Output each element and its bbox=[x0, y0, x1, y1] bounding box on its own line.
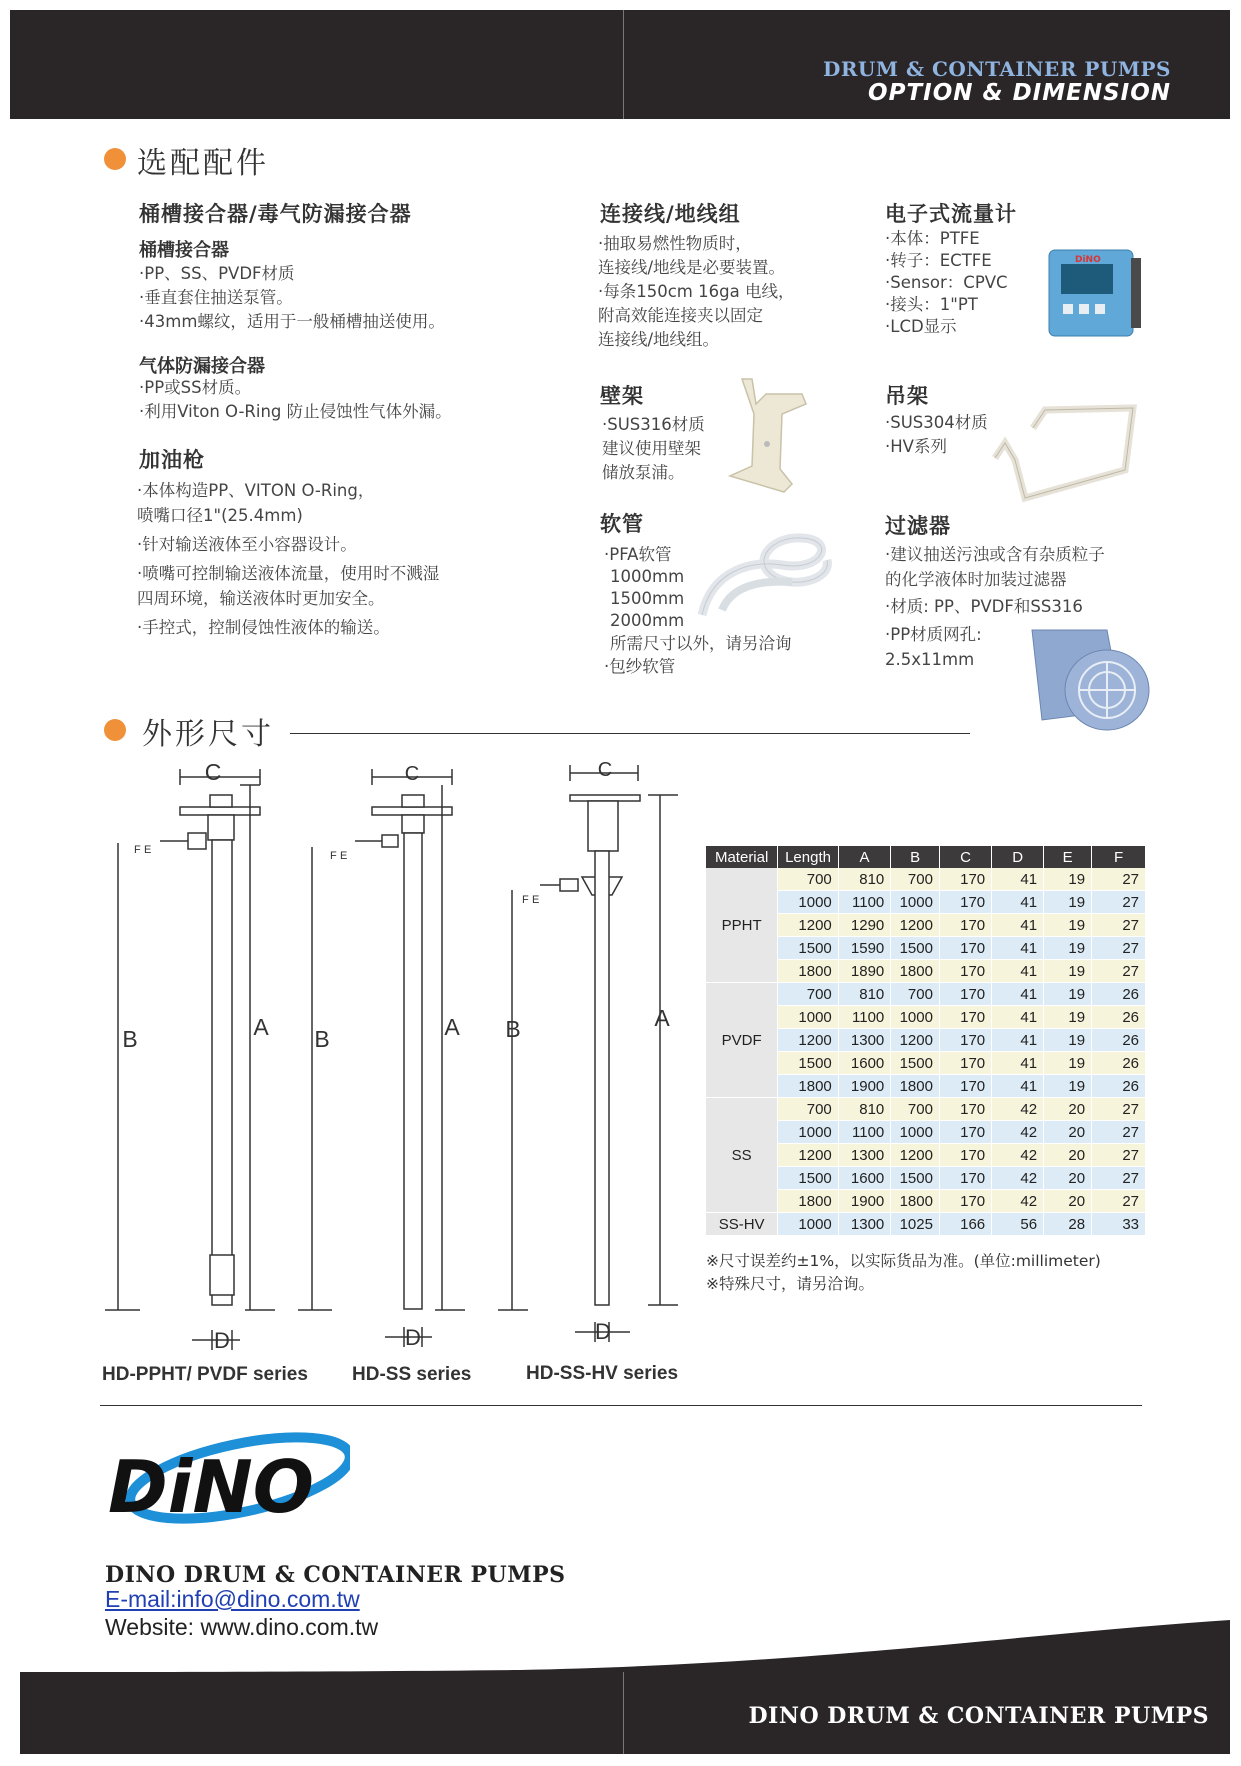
table-cell: 1000 bbox=[778, 1006, 838, 1029]
table-cell: 700 bbox=[891, 868, 940, 891]
series-label-pphtpvdf: HD-PPHT/ PVDF series bbox=[102, 1364, 308, 1385]
table-cell: 170 bbox=[939, 914, 991, 937]
table-cell: 19 bbox=[1044, 1052, 1092, 1075]
table-cell: 19 bbox=[1044, 914, 1092, 937]
hose-lines: ·PFA软管 1000mm 1500mm 2000mm 所需尺寸以外，请另洽询 ·包纱软管 bbox=[604, 545, 792, 676]
table-cell: 1200 bbox=[891, 914, 940, 937]
table-cell: 170 bbox=[939, 891, 991, 914]
table-cell: 1000 bbox=[778, 1121, 838, 1144]
material-cell: PVDF bbox=[706, 983, 778, 1098]
dino-logo bbox=[100, 1420, 350, 1540]
table-cell: 1500 bbox=[891, 1167, 940, 1190]
table-cell: 27 bbox=[1092, 1098, 1146, 1121]
table-cell: 27 bbox=[1092, 914, 1146, 937]
svg-text:C: C bbox=[597, 759, 613, 781]
table-cell: 1100 bbox=[838, 1006, 891, 1029]
table-cell: 19 bbox=[1044, 1029, 1092, 1052]
ground-heading: 连接线/地线组 bbox=[600, 202, 741, 226]
table-cell: 170 bbox=[939, 1006, 991, 1029]
flowmeter-image bbox=[1045, 244, 1145, 344]
th-e: E bbox=[1044, 846, 1092, 868]
table-cell: 27 bbox=[1092, 1144, 1146, 1167]
table-cell: 1200 bbox=[778, 1029, 838, 1052]
table-cell: 700 bbox=[778, 868, 838, 891]
svg-text:DiNO: DiNO bbox=[108, 1445, 314, 1529]
table-cell: 19 bbox=[1044, 891, 1092, 914]
table-cell: 1500 bbox=[891, 937, 940, 960]
table-cell: 26 bbox=[1092, 1006, 1146, 1029]
options-title: 选配配件 bbox=[137, 146, 269, 181]
adapter-heading: 桶槽接合器/毒气防漏接合器 bbox=[139, 202, 412, 226]
note-custom: ※特殊尺寸，请另洽询。 bbox=[706, 1275, 874, 1293]
table-row bbox=[706, 868, 1146, 891]
footer-curve bbox=[20, 1614, 1230, 1674]
wallbracket-lines: ·SUS316材质 建议使用壁架 储放泵浦。 bbox=[602, 415, 705, 482]
series-label-ss: HD-SS series bbox=[352, 1364, 472, 1385]
svg-text:B: B bbox=[314, 1026, 330, 1052]
pump-drawings bbox=[100, 755, 700, 1355]
table-cell: 33 bbox=[1092, 1213, 1146, 1236]
dimension-table bbox=[706, 846, 1146, 1236]
dimension-title: 外形尺寸 bbox=[142, 717, 274, 752]
table-row bbox=[706, 1098, 1146, 1121]
table-cell: 1100 bbox=[838, 1121, 891, 1144]
table-cell: 20 bbox=[1044, 1098, 1092, 1121]
table-header-row bbox=[706, 846, 1146, 868]
svg-text:D: D bbox=[405, 1325, 421, 1350]
table-cell: 26 bbox=[1092, 1029, 1146, 1052]
filter-lines: ·建议抽送污浊或含有杂质粒子 的化学液体时加装过滤器 ·材质: PP、PVDF和SS316 ·PP材质网孔: 2.5x11mm bbox=[885, 545, 1105, 669]
svg-text:A: A bbox=[253, 1014, 269, 1040]
table-cell: 20 bbox=[1044, 1167, 1092, 1190]
table-cell: 1500 bbox=[778, 1167, 838, 1190]
svg-text:F: F bbox=[522, 894, 529, 906]
svg-text:C: C bbox=[404, 763, 420, 785]
table-cell: 1000 bbox=[778, 891, 838, 914]
material-cell: SS bbox=[706, 1098, 778, 1213]
table-cell: 170 bbox=[939, 937, 991, 960]
table-cell: 27 bbox=[1092, 1167, 1146, 1190]
adapter-sub2: 气体防漏接合器 bbox=[139, 356, 265, 377]
header-subtitle: DRUM & CONTAINER PUMPS bbox=[822, 57, 1171, 81]
svg-text:D: D bbox=[595, 1319, 611, 1344]
th-b: B bbox=[891, 846, 940, 868]
table-cell: 1900 bbox=[838, 1075, 891, 1098]
table-cell: 41 bbox=[992, 960, 1044, 983]
header-divider bbox=[623, 10, 624, 119]
table-cell: 170 bbox=[939, 1075, 991, 1098]
note-tolerance: ※尺寸误差约±1%，以实际货品为准。(单位:millimeter) bbox=[706, 1252, 1101, 1270]
table-cell: 700 bbox=[891, 1098, 940, 1121]
th-d: D bbox=[992, 846, 1044, 868]
table-cell: 700 bbox=[778, 1098, 838, 1121]
website-text: Website: www.dino.com.tw bbox=[105, 1614, 379, 1640]
table-cell: 19 bbox=[1044, 960, 1092, 983]
th-a: A bbox=[838, 846, 891, 868]
pump-ss-drawing bbox=[298, 769, 465, 1347]
table-cell: 1800 bbox=[891, 1075, 940, 1098]
table-cell: 166 bbox=[939, 1213, 991, 1236]
table-cell: 1500 bbox=[778, 937, 838, 960]
table-cell: 42 bbox=[992, 1121, 1044, 1144]
adapter-sub1: 桶槽接合器 bbox=[139, 240, 229, 261]
table-cell: 20 bbox=[1044, 1144, 1092, 1167]
table-cell: 27 bbox=[1092, 937, 1146, 960]
adapter-sub1-lines: ·PP、SS、PVDF材质 ·垂直套住抽送泵管。 ·43mm螺纹，适用于一般桶槽抽送使用。 bbox=[139, 264, 445, 331]
table-cell: 700 bbox=[891, 983, 940, 1006]
table-cell: 170 bbox=[939, 1052, 991, 1075]
table-cell: 27 bbox=[1092, 1190, 1146, 1213]
table-cell: 1800 bbox=[891, 1190, 940, 1213]
filter-heading: 过滤器 bbox=[885, 514, 951, 538]
table-cell: 56 bbox=[992, 1213, 1044, 1236]
header-title: OPTION & DIMENSION bbox=[868, 80, 1171, 106]
section-bullet bbox=[104, 148, 126, 170]
table-cell: 810 bbox=[838, 1098, 891, 1121]
svg-text:A: A bbox=[444, 1014, 460, 1040]
table-cell: 28 bbox=[1044, 1213, 1092, 1236]
table-notes bbox=[706, 1250, 1101, 1296]
footer-divider bbox=[623, 1672, 624, 1754]
table-cell: 27 bbox=[1092, 960, 1146, 983]
table-cell: 20 bbox=[1044, 1121, 1092, 1144]
hanger-lines: ·SUS304材质 ·HV系列 bbox=[885, 413, 988, 456]
adapter-sub2-lines: ·PP或SS材质。 ·利用Viton O-Ring 防止侵蚀性气体外漏。 bbox=[139, 378, 452, 421]
table-cell: 42 bbox=[992, 1190, 1044, 1213]
nozzle-lines: ·本体构造PP、VITON O-Ring， 喷嘴口径1"(25.4mm) ·针对输送液体至小容器设计。 ·喷嘴可控制输送液体流量，使用时不溅湿 四周环境，输送液体时更加安全。 ·手控式，控制侵蚀性液体的输送。 bbox=[137, 481, 440, 637]
company-name: DINO DRUM & CONTAINER PUMPS bbox=[105, 1562, 566, 1588]
svg-text:D: D bbox=[214, 1328, 230, 1353]
table-cell: 170 bbox=[939, 1098, 991, 1121]
table-cell: 42 bbox=[992, 1144, 1044, 1167]
svg-text:C: C bbox=[204, 759, 222, 785]
table-cell: 170 bbox=[939, 868, 991, 891]
table-cell: 170 bbox=[939, 1029, 991, 1052]
table-cell: 1000 bbox=[778, 1213, 838, 1236]
table-cell: 41 bbox=[992, 914, 1044, 937]
table-body bbox=[706, 868, 1146, 1236]
table-cell: 1000 bbox=[891, 1006, 940, 1029]
table-row bbox=[706, 1213, 1146, 1236]
table-cell: 1200 bbox=[778, 914, 838, 937]
table-cell: 1890 bbox=[838, 960, 891, 983]
flowmeter-lines: ·本体：PTFE ·转子：ECTFE ·Sensor：CPVC ·接头：1"PT ·LCD显示 bbox=[885, 229, 1008, 336]
table-cell: 1500 bbox=[891, 1052, 940, 1075]
table-cell: 27 bbox=[1092, 1121, 1146, 1144]
svg-text:E: E bbox=[144, 844, 152, 856]
ground-lines: ·抽取易燃性物质时， 连接线/地线是必要装置。 ·每条150cm 16ga 电线， 附高效能连接夹以固定 连接线/地线组。 bbox=[598, 234, 795, 349]
wallbracket-heading: 壁架 bbox=[600, 384, 644, 408]
table-cell: 170 bbox=[939, 1144, 991, 1167]
material-cell: PPHT bbox=[706, 868, 778, 983]
wall-bracket-image bbox=[722, 374, 812, 499]
table-cell: 170 bbox=[939, 1190, 991, 1213]
table-cell: 810 bbox=[838, 868, 891, 891]
table-cell: 1200 bbox=[778, 1144, 838, 1167]
filter-image bbox=[1012, 620, 1162, 750]
table-cell: 170 bbox=[939, 960, 991, 983]
table-cell: 26 bbox=[1092, 1052, 1146, 1075]
table-cell: 170 bbox=[939, 1121, 991, 1144]
svg-text:DiNO: DiNO bbox=[1075, 255, 1101, 265]
dimension-title-rule bbox=[290, 733, 970, 734]
svg-text:B: B bbox=[505, 1016, 521, 1042]
email-link[interactable]: E-mail:info@dino.com.tw bbox=[105, 1586, 360, 1612]
series-label-sshv: HD-SS-HV series bbox=[526, 1363, 679, 1384]
bottom-rule bbox=[100, 1405, 1142, 1406]
table-cell: 26 bbox=[1092, 983, 1146, 1006]
table-cell: 42 bbox=[992, 1098, 1044, 1121]
table-cell: 1800 bbox=[778, 1190, 838, 1213]
table-cell: 1300 bbox=[838, 1029, 891, 1052]
hose-heading: 软管 bbox=[600, 512, 644, 536]
table-cell: 1300 bbox=[838, 1213, 891, 1236]
table-cell: 1290 bbox=[838, 914, 891, 937]
svg-text:F: F bbox=[330, 850, 337, 862]
table-cell: 42 bbox=[992, 1167, 1044, 1190]
svg-text:B: B bbox=[122, 1026, 138, 1052]
table-cell: 1000 bbox=[891, 1121, 940, 1144]
table-cell: 170 bbox=[939, 1167, 991, 1190]
table-cell: 26 bbox=[1092, 1075, 1146, 1098]
table-cell: 41 bbox=[992, 1075, 1044, 1098]
table-cell: 170 bbox=[939, 983, 991, 1006]
table-cell: 1300 bbox=[838, 1144, 891, 1167]
table-cell: 41 bbox=[992, 937, 1044, 960]
table-cell: 19 bbox=[1044, 1006, 1092, 1029]
table-cell: 1800 bbox=[778, 1075, 838, 1098]
section-bullet bbox=[104, 719, 126, 741]
table-cell: 1500 bbox=[778, 1052, 838, 1075]
table-cell: 19 bbox=[1044, 937, 1092, 960]
hanger-image bbox=[985, 398, 1145, 508]
table-cell: 41 bbox=[992, 983, 1044, 1006]
svg-text:F: F bbox=[134, 844, 141, 856]
pump-sshv-drawing bbox=[498, 765, 678, 1342]
hose-image bbox=[692, 530, 842, 625]
svg-text:A: A bbox=[654, 1005, 670, 1031]
table-cell: 1100 bbox=[838, 891, 891, 914]
table-cell: 41 bbox=[992, 868, 1044, 891]
table-cell: 1600 bbox=[838, 1052, 891, 1075]
th-f: F bbox=[1092, 846, 1146, 868]
svg-text:E: E bbox=[532, 894, 540, 906]
pump-ss-labels bbox=[314, 763, 460, 1350]
table-cell: 27 bbox=[1092, 868, 1146, 891]
table-cell: 41 bbox=[992, 1052, 1044, 1075]
table-cell: 1200 bbox=[891, 1144, 940, 1167]
material-cell: SS-HV bbox=[706, 1213, 778, 1236]
table-cell: 810 bbox=[838, 983, 891, 1006]
svg-text:E: E bbox=[340, 850, 348, 862]
nozzle-heading: 加油枪 bbox=[139, 448, 205, 472]
hanger-heading: 吊架 bbox=[885, 384, 929, 408]
table-cell: 19 bbox=[1044, 1075, 1092, 1098]
table-cell: 19 bbox=[1044, 983, 1092, 1006]
table-cell: 1800 bbox=[778, 960, 838, 983]
table-cell: 1200 bbox=[891, 1029, 940, 1052]
th-c: C bbox=[939, 846, 991, 868]
table-cell: 20 bbox=[1044, 1190, 1092, 1213]
th-length: Length bbox=[778, 846, 838, 868]
table-cell: 27 bbox=[1092, 891, 1146, 914]
flowmeter-heading: 电子式流量计 bbox=[885, 202, 1017, 226]
table-row bbox=[706, 983, 1146, 1006]
th-material: Material bbox=[706, 846, 778, 868]
footer-text: DINO DRUM & CONTAINER PUMPS bbox=[748, 1703, 1209, 1729]
table-cell: 1000 bbox=[891, 891, 940, 914]
table-cell: 41 bbox=[992, 1029, 1044, 1052]
table-cell: 19 bbox=[1044, 868, 1092, 891]
table-cell: 1900 bbox=[838, 1190, 891, 1213]
table-cell: 41 bbox=[992, 1006, 1044, 1029]
table-cell: 41 bbox=[992, 891, 1044, 914]
table-cell: 700 bbox=[778, 983, 838, 1006]
table-cell: 1590 bbox=[838, 937, 891, 960]
pump-pphtpvdf-drawing bbox=[105, 769, 275, 1350]
table-cell: 1600 bbox=[838, 1167, 891, 1190]
table-cell: 1800 bbox=[891, 960, 940, 983]
table-cell: 1025 bbox=[891, 1213, 940, 1236]
